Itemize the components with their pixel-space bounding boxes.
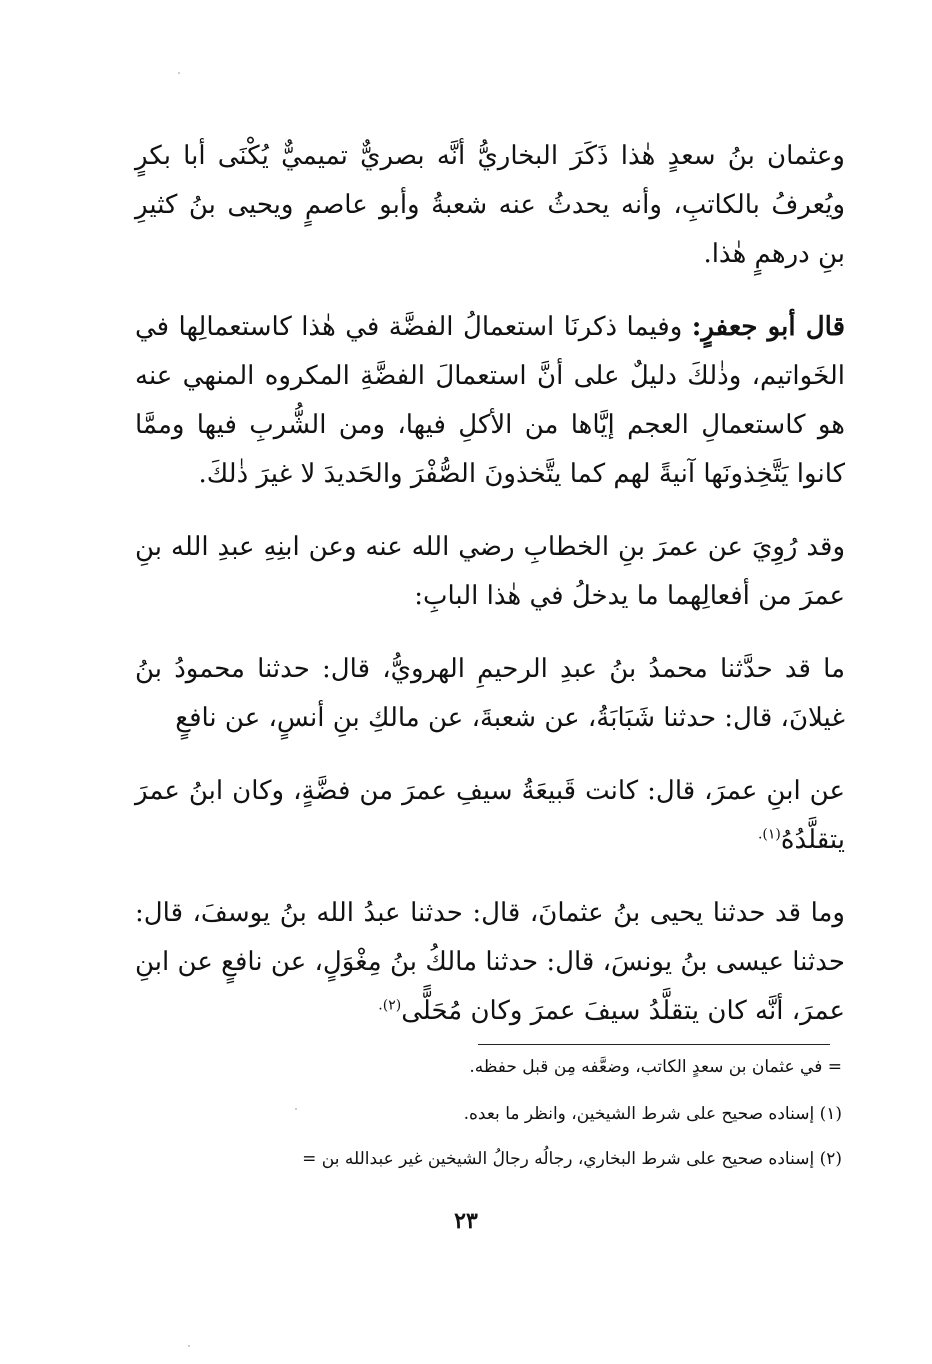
paragraph-umar-narration — [135, 523, 845, 621]
footnote-ref: (٢). — [378, 997, 402, 1014]
footnotes — [120, 1055, 842, 1192]
footnote-continuation: = في عثمان بن سعدٍ الكاتب، وضعَّفه مِن قبل حفظه. — [469, 1057, 842, 1077]
paragraph-isnad-1 — [135, 645, 845, 743]
paragraph-text: ما قد حدَّثنا محمدُ بنُ عبدِ الرحيمِ الهرويُّ، قال: حدثنا محمودُ بنُ غيلانَ، قال: حدثنا شَبَابَةُ، عن شعبةَ، عن مالكِ بنِ أنسٍ، عن نافعٍ — [135, 654, 845, 733]
paragraph-lead: قال أبو جعفرٍ: — [691, 312, 846, 342]
footnote-1: (١) إسناده صحيح على شرط الشيخين، وانظر ما بعده. — [463, 1104, 842, 1124]
paragraph-text: وما قد حدثنا يحيى بنُ عثمانَ، قال: حدثنا عبدُ الله بنُ يوسفَ، قال: حدثنا عيسى بنُ يونسَ، قال: حدثنا مالكُ بنُ مِغْوَلٍ، عن نافعٍ عن ابنِ عمرَ، أنَّه كان يتقلَّدُ سيفَ عمرَ وكان مُحَلًّى — [135, 898, 845, 1026]
paragraph-text: عن ابنِ عمرَ، قال: كانت قَبيعَةُ سيفِ عمرَ من فضَّةٍ، وكان ابنُ عمرَ يتقلَّدُهُ — [135, 776, 845, 855]
paragraph-uthman-ibn-saad — [135, 132, 845, 279]
footnote-ref: (١). — [757, 826, 781, 843]
main-text — [135, 132, 845, 1060]
paragraph-text: وعثمان بنُ سعدٍ هٰذا ذَكَرَ البخاريُّ أنَّه بصريٌّ تميميٌّ يُكْنَى أبا بكرٍ ويُعرفُ بالكاتبِ، وأنه يحدثُ عنه شعبةُ وأبو عاصمٍ ويحيى بنُ كثيرِ بنِ درهمٍ هٰذا. — [135, 141, 845, 269]
paragraph-matn-1 — [135, 767, 845, 865]
paragraph-text: وفيما ذكرنَا استعمالُ الفضَّة في هٰذا كاستعمالِها في الخَواتيم، وذٰلكَ دليلٌ على أنَّ استعمالَ الفضَّةِ المكروه المنهي عنه هو كاستعمالِ العجم إيَّاها من الأكلِ فيها، ومن الشُّربِ فيها وممَّا كانوا يَتَّخِذونَها آنيةً لهم كما يتَّخذونَ الصُّفْرَ والحَديدَ لا غيرَ ذٰلكَ. — [135, 312, 845, 489]
footnote-separator — [478, 1044, 830, 1045]
paragraph-abu-jafar — [135, 303, 845, 499]
scan-speck — [178, 72, 180, 74]
footnote-2: (٢) إسناده صحيح على شرط البخاري، رجالُه رجالُ الشيخين غير عبدالله بن = — [302, 1149, 842, 1169]
scan-speck — [295, 1108, 297, 1110]
paragraph-text: وقد رُوِيَ عن عمرَ بنِ الخطابِ رضي الله عنه وعن ابنِهِ عبدِ الله بنِ عمرَ من أفعالِهما ما يدخلُ في هٰذا البابِ: — [135, 532, 845, 611]
page-number: ٢٣ — [454, 1208, 478, 1234]
paragraph-isnad-2 — [135, 889, 845, 1036]
scan-speck — [188, 1345, 190, 1347]
